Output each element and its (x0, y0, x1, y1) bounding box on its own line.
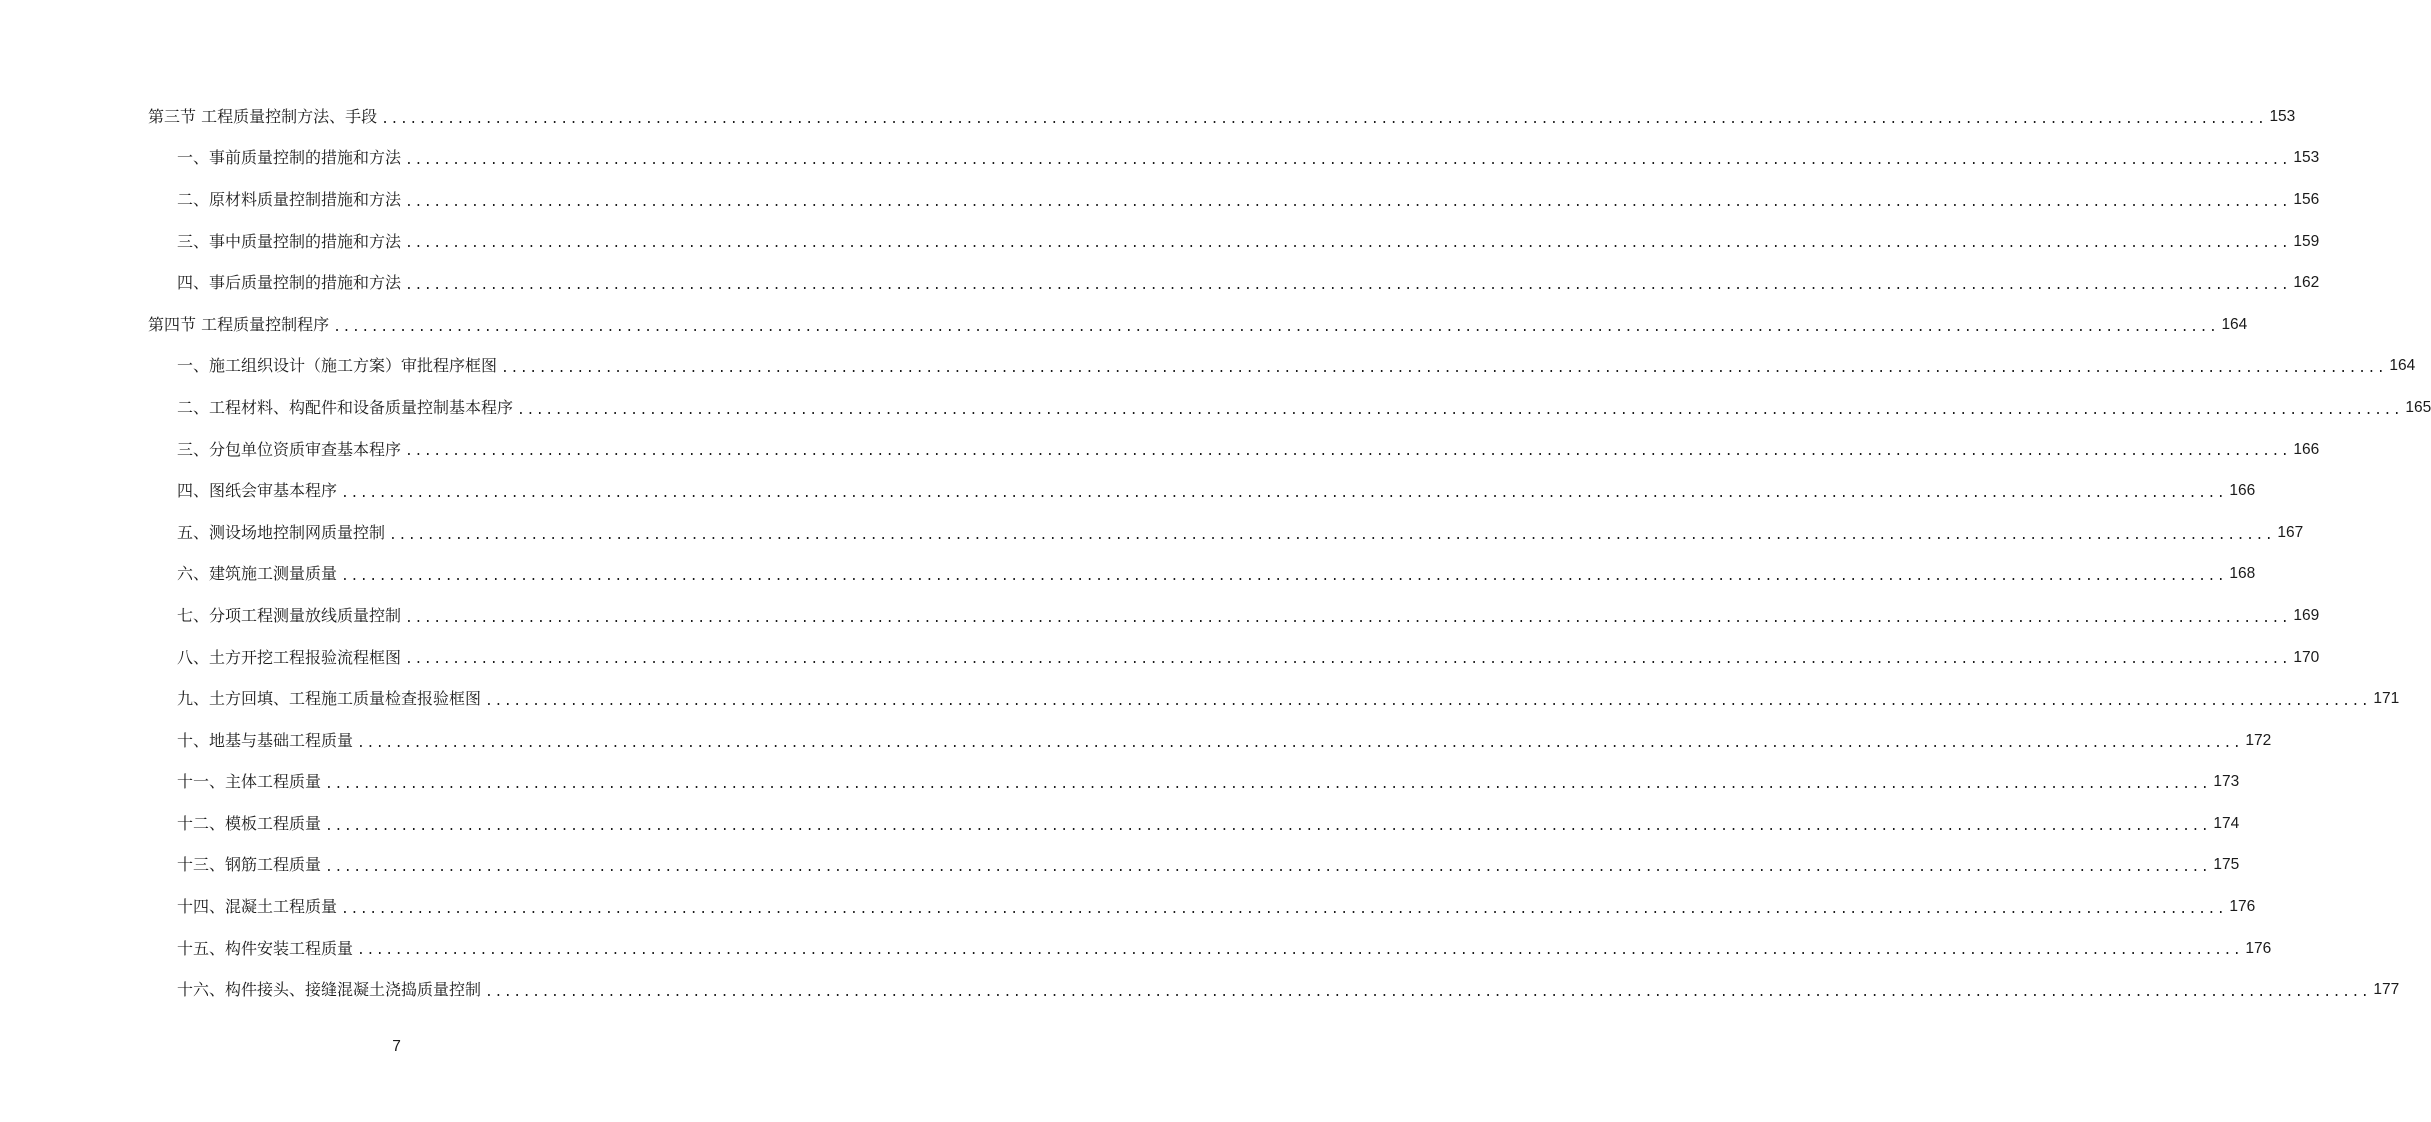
toc-entry-title: 五、测设场地控制网质量控制 (177, 522, 386, 542)
toc-entry-title: 十二、模板工程质量 (177, 813, 322, 833)
toc-dot-leader: ........................................................................................................................................................................................................ (381, 111, 2267, 127)
toc-subsection-entry[interactable] (0, 179, 2320, 221)
toc-dot-leader: ........................................................................................................................................................................................................ (405, 277, 2291, 293)
toc-entry-title: 六、建筑施工测量质量 (177, 564, 338, 584)
toc-subsection-entry[interactable] (0, 928, 2272, 970)
page-number: 7 (392, 1038, 401, 1055)
toc-page-number: 165 (2405, 398, 2431, 416)
toc-entry-title: 三、事中质量控制的措施和方法 (177, 231, 402, 251)
toc-page-number: 167 (2277, 523, 2304, 541)
toc-subsection-entry[interactable] (0, 262, 2320, 304)
toc-entry-title: 二、原材料质量控制措施和方法 (177, 189, 402, 209)
toc-subsection-entry[interactable] (0, 429, 2320, 471)
toc-section-entry[interactable] (0, 304, 2248, 346)
toc-subsection-entry[interactable] (0, 969, 2400, 1011)
toc-subsection-entry[interactable] (0, 470, 2256, 512)
toc-entry-title: 第四节 工程质量控制程序 (148, 314, 330, 334)
toc-dot-leader: ........................................................................................................................................................................................................ (485, 985, 2371, 1001)
toc-page-number: 153 (2269, 107, 2296, 125)
toc-entry-title: 二、工程材料、构配件和设备质量控制基本程序 (177, 397, 514, 417)
toc-entry-title: 四、图纸会审基本程序 (177, 481, 338, 501)
toc-dot-leader: ........................................................................................................................................................................................................ (341, 901, 2227, 917)
toc-entry-title: 十四、混凝土工程质量 (177, 897, 338, 917)
toc-entry-title: 四、事后质量控制的措施和方法 (177, 273, 402, 293)
toc-page-number: 175 (2213, 856, 2240, 874)
toc-subsection-entry[interactable] (0, 886, 2256, 928)
toc-dot-leader: ........................................................................................................................................................................................................ (357, 943, 2243, 959)
toc-page-number: 174 (2213, 814, 2240, 832)
toc-subsection-entry[interactable] (0, 595, 2320, 637)
toc-page-number: 170 (2293, 648, 2320, 666)
toc-subsection-entry[interactable] (0, 512, 2304, 554)
toc-page-number: 172 (2245, 731, 2272, 749)
toc-entry-title: 八、土方开挖工程报验流程框图 (177, 647, 402, 667)
toc-page-number: 159 (2293, 232, 2320, 250)
toc-entry-title: 九、土方回填、工程施工质量检查报验框图 (177, 689, 482, 709)
toc-dot-leader: ........................................................................................................................................................................................................ (501, 361, 2387, 377)
toc-dot-leader: ........................................................................................................................................................................................................ (333, 319, 2219, 335)
toc-page-number: 176 (2229, 898, 2256, 916)
toc-page-number: 171 (2373, 690, 2400, 708)
toc-entry-title: 十一、主体工程质量 (177, 772, 322, 792)
toc-dot-leader: ........................................................................................................................................................................................................ (325, 818, 2211, 834)
toc-page-number: 166 (2229, 482, 2256, 500)
toc-page-number: 164 (2389, 357, 2416, 375)
table-of-contents (0, 96, 2431, 1011)
toc-subsection-entry[interactable] (0, 803, 2240, 845)
toc-subsection-entry[interactable] (0, 678, 2400, 720)
toc-page-number: 176 (2245, 939, 2272, 957)
toc-dot-leader: ........................................................................................................................................................................................................ (325, 777, 2211, 793)
toc-entry-title: 第三节 工程质量控制方法、手段 (148, 106, 378, 126)
toc-dot-leader: ........................................................................................................................................................................................................ (405, 236, 2291, 252)
toc-page-number: 177 (2373, 981, 2400, 999)
toc-dot-leader: ........................................................................................................................................................................................................ (389, 527, 2275, 543)
toc-page-number: 164 (2221, 315, 2248, 333)
toc-dot-leader: ........................................................................................................................................................................................................ (341, 485, 2227, 501)
toc-subsection-entry[interactable] (0, 845, 2240, 887)
toc-dot-leader: ........................................................................................................................................................................................................ (405, 194, 2291, 210)
toc-page-number: 166 (2293, 440, 2320, 458)
toc-entry-title: 一、事前质量控制的措施和方法 (177, 148, 402, 168)
toc-dot-leader: ........................................................................................................................................................................................................ (341, 569, 2227, 585)
toc-dot-leader: ........................................................................................................................................................................................................ (357, 735, 2243, 751)
toc-dot-leader: ........................................................................................................................................................................................................ (325, 860, 2211, 876)
toc-page-number: 156 (2293, 190, 2320, 208)
toc-entry-title: 十六、构件接头、接缝混凝土浇捣质量控制 (177, 980, 482, 1000)
toc-dot-leader: ........................................................................................................................................................................................................ (405, 652, 2291, 668)
toc-section-entry[interactable] (0, 96, 2296, 138)
toc-subsection-entry[interactable] (0, 762, 2240, 804)
toc-subsection-entry[interactable] (0, 554, 2256, 596)
toc-page-number: 162 (2293, 274, 2320, 292)
toc-page-number: 173 (2213, 773, 2240, 791)
toc-page-number: 153 (2293, 149, 2320, 167)
toc-page-number: 169 (2293, 606, 2320, 624)
toc-dot-leader: ........................................................................................................................................................................................................ (517, 402, 2403, 418)
toc-dot-leader: ........................................................................................................................................................................................................ (405, 153, 2291, 169)
toc-subsection-entry[interactable] (0, 138, 2320, 180)
toc-page-number: 168 (2229, 565, 2256, 583)
toc-subsection-entry[interactable] (0, 221, 2320, 263)
toc-subsection-entry[interactable] (0, 637, 2320, 679)
toc-subsection-entry[interactable] (0, 346, 2416, 388)
toc-dot-leader: ........................................................................................................................................................................................................ (405, 610, 2291, 626)
toc-entry-title: 十五、构件安装工程质量 (177, 938, 354, 958)
toc-entry-title: 十三、钢筋工程质量 (177, 855, 322, 875)
toc-entry-title: 七、分项工程测量放线质量控制 (177, 605, 402, 625)
toc-entry-title: 三、分包单位资质审查基本程序 (177, 439, 402, 459)
toc-subsection-entry[interactable] (0, 720, 2272, 762)
toc-dot-leader: ........................................................................................................................................................................................................ (485, 693, 2371, 709)
toc-entry-title: 十、地基与基础工程质量 (177, 730, 354, 750)
toc-dot-leader: ........................................................................................................................................................................................................ (405, 444, 2291, 460)
toc-subsection-entry[interactable] (0, 387, 2431, 429)
toc-entry-title: 一、施工组织设计（施工方案）审批程序框图 (177, 356, 498, 376)
